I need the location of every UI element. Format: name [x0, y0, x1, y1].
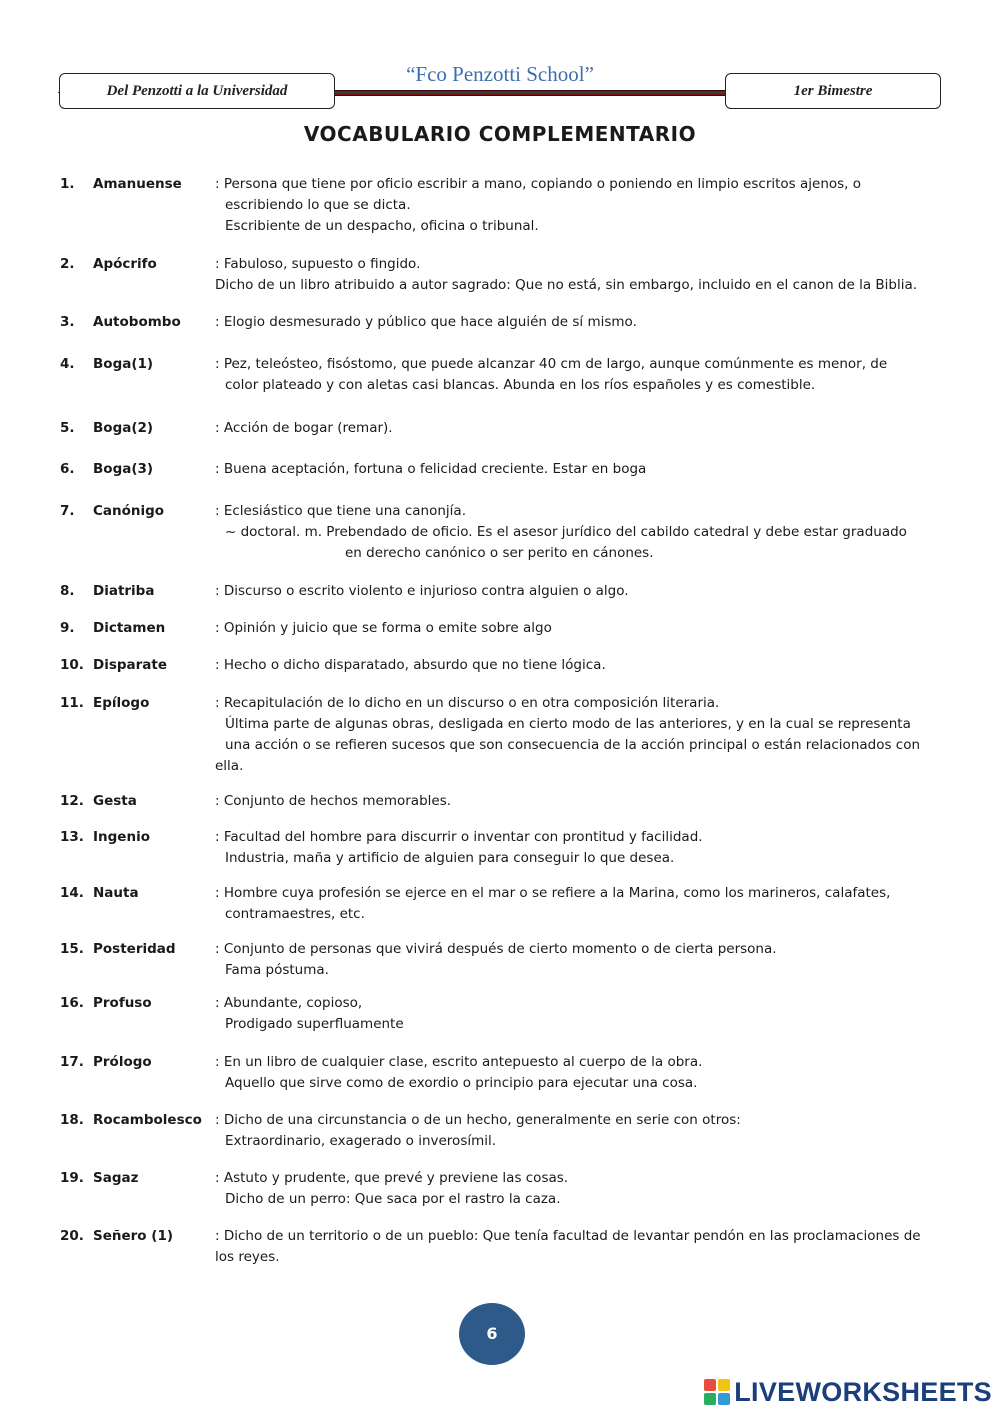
entry-definition	[215, 618, 945, 639]
page-number: 6	[459, 1303, 525, 1365]
definition-line: Prodigado superfluamente	[225, 1016, 404, 1032]
entry-number: 17.	[60, 1054, 84, 1070]
definition-line: Extraordinario, exagerado o inverosímil.	[225, 1133, 497, 1149]
definition-line: Industria, maña y artificio de alguien para conseguir lo que desea.	[225, 850, 675, 866]
liveworksheets-logo-icon	[704, 1379, 730, 1405]
brand-name: LIVEWORKSHEETS	[734, 1376, 992, 1407]
definition-line: : Acción de bogar (remar).	[215, 420, 393, 436]
definition-line: Dicho de un libro atribuido a autor sagrado: Que no está, sin embargo, incluido en el canon de la Biblia.	[215, 277, 918, 293]
definition-line: ella.	[215, 758, 244, 774]
entry-definition	[215, 354, 945, 396]
entry-term: Boga(1)	[93, 356, 154, 372]
entry-definition	[215, 1052, 945, 1094]
entry-number: 19.	[60, 1170, 84, 1186]
entry-number: 6.	[60, 461, 75, 477]
entry-number: 1.	[60, 176, 75, 192]
definition-line: : En un libro de cualquier clase, escrito antepuesto al cuerpo de la obra.	[215, 1054, 703, 1070]
entry-term: Disparate	[93, 657, 168, 673]
definition-line: : Fabuloso, supuesto o fingido.	[215, 256, 421, 272]
school-title: “Fco Penzotti School”	[406, 62, 594, 86]
entry-definition	[215, 418, 945, 439]
entry-term: Boga(2)	[93, 420, 154, 436]
logo-tile	[718, 1379, 730, 1391]
page-title: VOCABULARIO COMPLEMENTARIO	[303, 122, 697, 146]
definition-line: : Hecho o dicho disparatado, absurdo que no tiene lógica.	[215, 657, 606, 673]
entry-term: Boga(3)	[93, 461, 154, 477]
definition-line: contramaestres, etc.	[225, 906, 365, 922]
entry-definition	[215, 791, 945, 812]
definition-line: : Dicho de una circunstancia o de un hecho, generalmente en serie con otros:	[215, 1112, 741, 1128]
entry-term: Nauta	[93, 885, 139, 901]
entry-term: Señero (1)	[93, 1228, 174, 1244]
entry-term: Canónigo	[93, 503, 165, 519]
period-box: 1er Bimestre	[725, 73, 941, 109]
entry-definition	[215, 459, 945, 480]
entry-number: 13.	[60, 829, 84, 845]
entry-definition	[215, 581, 945, 602]
entry-number: 7.	[60, 503, 75, 519]
entry-number: 5.	[60, 420, 75, 436]
definition-line: : Buena aceptación, fortuna o felicidad creciente. Estar en boga	[215, 461, 647, 477]
logo-tile	[704, 1379, 716, 1391]
entry-number: 11.	[60, 695, 84, 711]
definition-line: : Recapitulación de lo dicho en un discurso o en otra composición literaria.	[215, 695, 720, 711]
definition-line: : Dicho de un territorio o de un pueblo: Que tenía facultad de levantar pendón en las proclamaciones de	[215, 1228, 921, 1244]
definition-line: Dicho de un perro: Que saca por el rastro la caza.	[225, 1191, 561, 1207]
definition-line: : Eclesiástico que tiene una canonjía.	[215, 503, 466, 519]
entry-definition	[215, 993, 945, 1035]
entry-definition	[215, 693, 945, 777]
entry-definition	[215, 827, 945, 869]
entry-definition	[215, 1226, 945, 1268]
entry-number: 3.	[60, 314, 75, 330]
entry-term: Apócrifo	[93, 256, 157, 272]
definition-line: : Conjunto de personas que vivirá después de cierto momento o de cierta persona.	[215, 941, 777, 957]
definition-line: : Facultad del hombre para discurrir o inventar con prontitud y facilidad.	[215, 829, 703, 845]
entry-number: 20.	[60, 1228, 84, 1244]
entry-term: Dictamen	[93, 620, 166, 636]
entry-term: Epílogo	[93, 695, 150, 711]
definition-line: : Elogio desmesurado y público que hace alguién de sí mismo.	[215, 314, 637, 330]
logo-tile	[704, 1393, 716, 1405]
definition-line: : Conjunto de hechos memorables.	[215, 793, 452, 809]
entry-number: 8.	[60, 583, 75, 599]
definition-line: : Abundante, copioso,	[215, 995, 363, 1011]
definition-line: Escribiente de un despacho, oficina o tribunal.	[225, 218, 539, 234]
entry-number: 12.	[60, 793, 84, 809]
definition-line: en derecho canónico o ser perito en cánones.	[345, 545, 654, 561]
entry-term: Amanuense	[93, 176, 182, 192]
entry-definition	[215, 939, 945, 981]
entry-definition	[215, 1110, 945, 1152]
entry-term: Autobombo	[93, 314, 181, 330]
entry-number: 14.	[60, 885, 84, 901]
entry-definition	[215, 312, 945, 333]
entry-term: Diatriba	[93, 583, 155, 599]
definition-line: : Persona que tiene por oficio escribir a mano, copiando o poniendo en limpio escritos ajenos, o	[215, 176, 862, 192]
definition-line: los reyes.	[215, 1249, 280, 1265]
entry-term: Gesta	[93, 793, 137, 809]
definition-line: una acción o se refieren sucesos que son consecuencia de la acción principal o están relacionados con	[225, 737, 921, 753]
definition-line: ~ doctoral. m. Prebendado de oficio. Es el asesor jurídico del cabildo catedral y debe estar graduado	[225, 524, 907, 540]
entry-term: Rocambolesco	[93, 1112, 202, 1128]
entry-number: 15.	[60, 941, 84, 957]
definition-line: Fama póstuma.	[225, 962, 329, 978]
entry-term: Prólogo	[93, 1054, 152, 1070]
definition-line: escribiendo lo que se dicta.	[225, 197, 411, 213]
definition-line: Aquello que sirve como de exordio o principio para ejecutar una cosa.	[225, 1075, 698, 1091]
definition-line: : Opinión y juicio que se forma o emite sobre algo	[215, 620, 552, 636]
definition-line: : Pez, teleósteo, fisóstomo, que puede alcanzar 40 cm de largo, aunque comúnmente es menor, de	[215, 356, 888, 372]
definition-line: : Astuto y prudente, que prevé y previene las cosas.	[215, 1170, 569, 1186]
entry-definition	[215, 1168, 945, 1210]
entry-number: 18.	[60, 1112, 84, 1128]
definition-line: Última parte de algunas obras, desligada en cierto modo de las anteriores, y en la cual se representa	[225, 716, 911, 732]
entry-term: Posteridad	[93, 941, 176, 957]
entry-number: 16.	[60, 995, 84, 1011]
motto-box: Del Penzotti a la Universidad	[59, 73, 335, 109]
definition-line: color plateado y con aletas casi blancas. Abunda en los ríos españoles y es comestible.	[225, 377, 816, 393]
entry-definition	[215, 501, 945, 564]
entry-number: 4.	[60, 356, 75, 372]
entry-term: Sagaz	[93, 1170, 139, 1186]
definition-line: : Discurso o escrito violento e injurioso contra alguien o algo.	[215, 583, 629, 599]
logo-tile	[718, 1393, 730, 1405]
entry-term: Ingenio	[93, 829, 150, 845]
entry-definition	[215, 883, 945, 925]
entry-number: 9.	[60, 620, 75, 636]
entry-term: Profuso	[93, 995, 152, 1011]
liveworksheets-brand[interactable]	[704, 1376, 992, 1408]
definition-line: : Hombre cuya profesión se ejerce en el mar o se refiere a la Marina, como los marineros, calafates,	[215, 885, 891, 901]
entry-number: 2.	[60, 256, 75, 272]
entry-definition	[215, 655, 945, 676]
entry-number: 10.	[60, 657, 84, 673]
entry-definition	[215, 254, 945, 296]
entry-definition	[215, 174, 945, 237]
